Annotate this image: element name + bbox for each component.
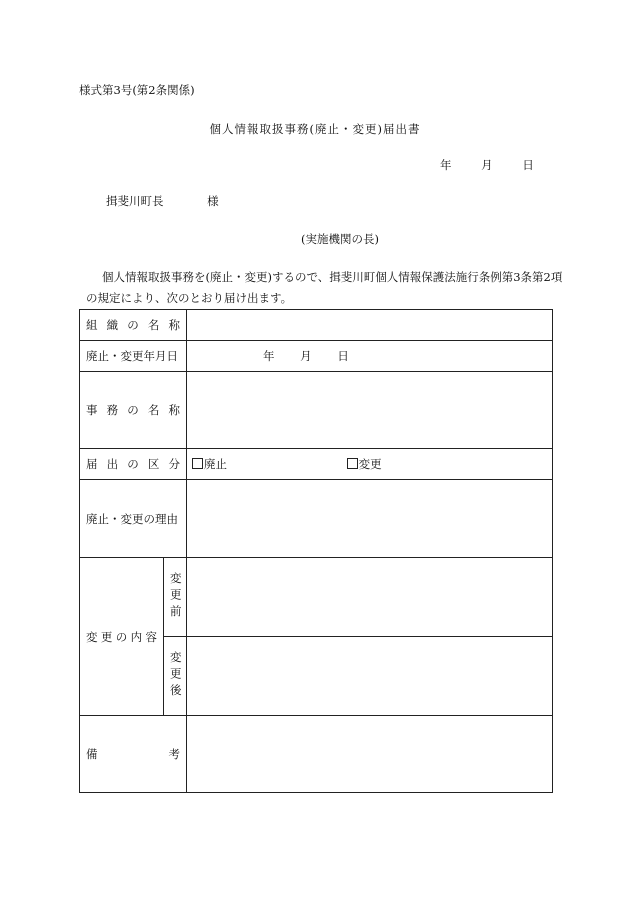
table-row	[80, 449, 553, 480]
table-row	[80, 716, 553, 793]
reason-input[interactable]	[187, 480, 553, 558]
category-label-cell	[80, 449, 187, 480]
form-number: 様式第3号(第2条関係)	[79, 83, 195, 97]
before-input[interactable]	[187, 558, 553, 637]
remarks-char-1: 備	[86, 747, 98, 761]
affair-name-label-cell	[80, 372, 187, 449]
remarks-label	[80, 746, 186, 762]
table-row	[80, 310, 553, 341]
date-year: 年	[263, 349, 275, 363]
year-label: 年	[440, 158, 452, 172]
reason-label: 廃止・変更の理由	[80, 480, 187, 558]
table-row	[80, 372, 553, 449]
org-name-label-cell	[80, 310, 187, 341]
document-title: 個人情報取扱事務(廃止・変更)届出書	[209, 122, 421, 136]
org-name-label: 組 織 の 名 称	[86, 318, 180, 332]
change-option[interactable]	[347, 456, 382, 472]
day-label: 日	[522, 158, 534, 172]
addressee	[106, 193, 219, 209]
checkbox-change[interactable]	[347, 458, 358, 469]
table-row	[80, 480, 553, 558]
statement-text: 個人情報取扱事務を(廃止・変更)するので、揖斐川町個人情報保護法施行条例第3条第2項の規定により、次のとおり届け出ます。	[86, 270, 563, 305]
category-options	[187, 449, 553, 480]
date-label: 廃止・変更年月日	[80, 341, 187, 372]
affair-name-label: 事 務 の 名 称	[86, 403, 180, 417]
notification-table	[79, 309, 553, 793]
after-label-cell	[164, 637, 187, 716]
table-row	[80, 341, 553, 372]
affair-name-input[interactable]	[187, 372, 553, 449]
org-name-input[interactable]	[187, 310, 553, 341]
change-content-label-cell	[80, 558, 164, 716]
date-day: 日	[337, 349, 349, 363]
table-row	[80, 558, 553, 637]
remarks-label-cell	[80, 716, 187, 793]
abolish-label: 廃止	[204, 457, 227, 471]
checkbox-abolish[interactable]	[192, 458, 203, 469]
date-input[interactable]	[187, 341, 553, 372]
after-input[interactable]	[187, 637, 553, 716]
change-label: 変更	[358, 457, 382, 471]
before-label: 変更前	[168, 572, 183, 622]
change-content-label: 変 更 の 内 容	[86, 629, 157, 644]
before-label-cell	[164, 558, 187, 637]
remarks-input[interactable]	[187, 716, 553, 793]
addressee-name: 揖斐川町長	[106, 194, 164, 208]
month-label: 月	[481, 158, 493, 172]
submitter-label: (実施機関の長)	[301, 232, 379, 246]
submission-date	[440, 157, 534, 173]
abolish-option[interactable]	[192, 456, 227, 472]
addressee-honorific: 様	[207, 194, 219, 208]
remarks-char-2: 考	[168, 747, 180, 761]
date-month: 月	[300, 349, 312, 363]
after-label: 変更後	[168, 651, 183, 701]
category-label: 届 出 の 区 分	[86, 457, 180, 471]
